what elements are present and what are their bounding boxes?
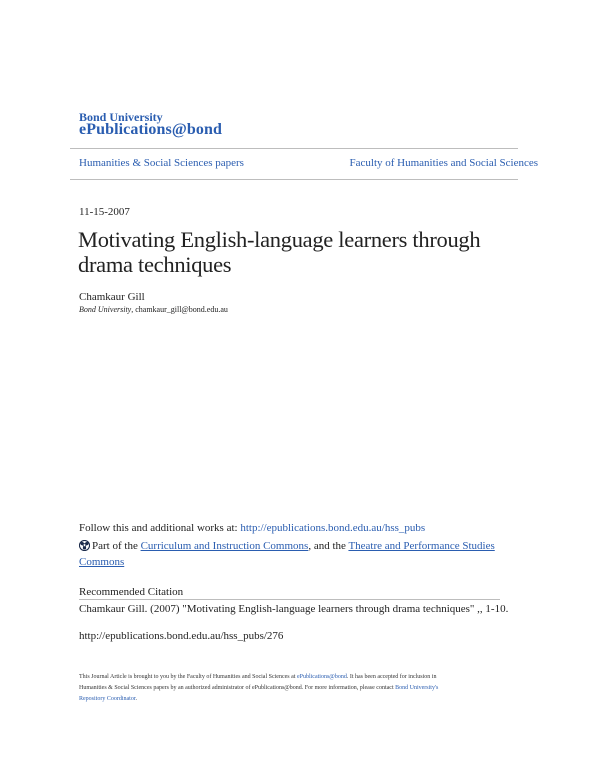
follow-prefix: Follow this and additional works at:	[79, 522, 241, 534]
follow-line	[79, 522, 425, 534]
footer-text-3: Humanities & Social Sciences papers by an authorized administrator of ePublications@bond. For more information, please contact	[79, 685, 396, 691]
affiliation-name: Bond University	[79, 305, 132, 314]
theatre-commons-link-cont[interactable]: Commons	[79, 556, 125, 568]
curriculum-commons-link[interactable]: Curriculum and Instruction Commons	[140, 540, 309, 552]
citation-text: Chamkaur Gill. (2007) "Motivating English-language learners through drama techniques" ,, 1-10.	[79, 603, 509, 615]
article-title-line-1: Motivating English-language learners through	[78, 227, 481, 252]
university-name: Bond University	[79, 110, 163, 124]
theatre-commons-link[interactable]: Theatre and Performance Studies	[348, 540, 495, 552]
author-email: , chamkaur_gill@bond.edu.au	[131, 305, 228, 314]
footer-notice	[79, 672, 524, 705]
author-affiliation	[79, 305, 228, 314]
article-title	[78, 227, 480, 277]
cc-network-icon	[79, 540, 90, 555]
footer-coordinator-link[interactable]: Repository Coordinator	[79, 696, 136, 702]
partof-block	[79, 539, 519, 569]
header-divider-bottom	[70, 179, 518, 180]
footer-text-2: . It has been accepted for inclusion in	[346, 674, 437, 680]
nav-link-hss-papers[interactable]: Humanities & Social Sciences papers	[79, 157, 244, 169]
footer-text-1: This Journal Article is brought to you by the Faculty of Humanities and Social Sciences at	[79, 674, 297, 680]
citation-url[interactable]: http://epublications.bond.edu.au/hss_pubs/276	[79, 630, 284, 642]
publication-date: 11-15-2007	[79, 206, 130, 218]
citation-heading: Recommended Citation	[79, 586, 184, 598]
article-title-line-2: drama techniques	[78, 252, 232, 277]
citation-divider	[79, 599, 500, 600]
nav-link-faculty[interactable]: Faculty of Humanities and Social Sciences	[349, 157, 538, 169]
author-name: Chamkaur Gill	[79, 291, 145, 303]
repository-name[interactable]: ePublications@bond	[79, 121, 222, 138]
partof-prefix: Part of the	[92, 540, 141, 552]
footer-text-4: .	[135, 696, 137, 702]
follow-link[interactable]: http://epublications.bond.edu.au/hss_pubs	[240, 522, 426, 534]
header-divider-top	[70, 148, 518, 149]
footer-bond-link[interactable]: Bond University's	[395, 685, 439, 691]
footer-epub-link[interactable]: ePublications@bond	[296, 674, 347, 680]
partof-middle: , and the	[308, 540, 349, 552]
